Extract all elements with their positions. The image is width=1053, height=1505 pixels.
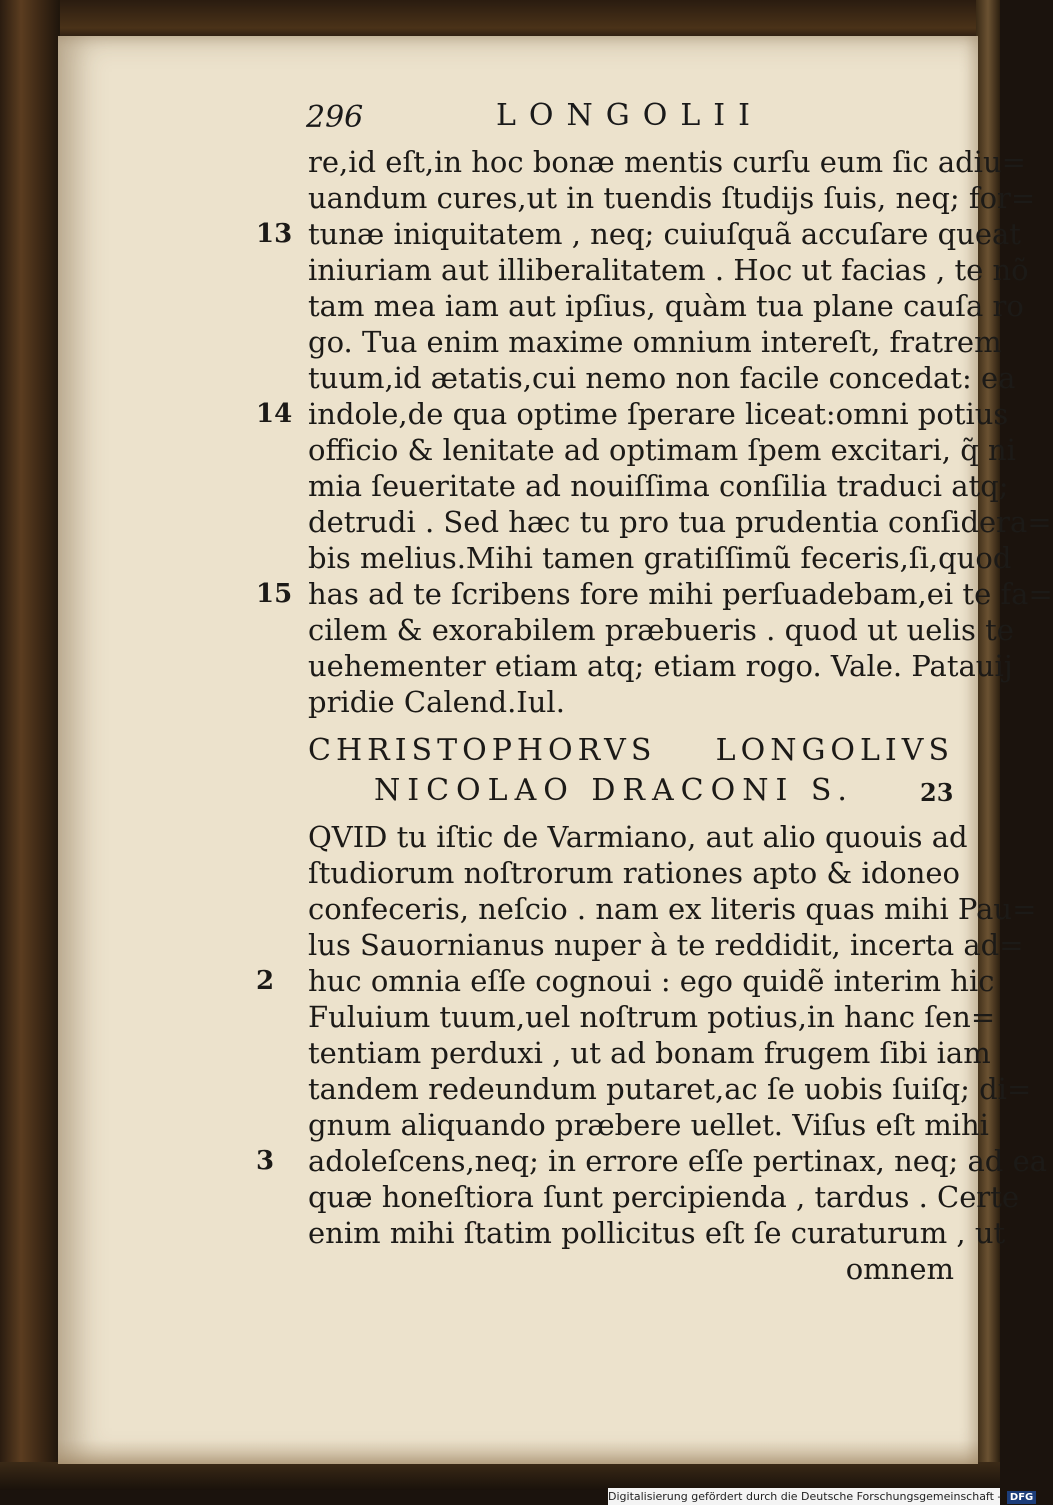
text-line: go. Tua enim maxime omnium intereſt, fratrem bbox=[308, 325, 1002, 359]
text-line: uandum cures,ut in tuendis ſtudijs ſuis, neq; for= bbox=[308, 181, 1036, 215]
text-line: cilem & exorabilem præbueris . quod ut uelis te bbox=[308, 613, 1014, 647]
margin-number: 2 bbox=[256, 966, 275, 996]
digitization-footer bbox=[608, 1488, 1034, 1505]
text-line: iniuriam aut illiberalitatem . Hoc ut facias , te nõ bbox=[308, 253, 1029, 287]
letter-heading-line2: NICOLAO DRACONI S. bbox=[374, 773, 854, 808]
text-line: enim mihi ſtatim pollicitus eſt ſe curaturum , ut bbox=[308, 1216, 1006, 1250]
text-line: re,id eſt,in hoc bonæ mentis curſu eum ſic adiu= bbox=[308, 145, 1026, 179]
text-line: tandem redeundum putaret,ac ſe uobis ſuiſq; di= bbox=[308, 1072, 1032, 1106]
text-line: adoleſcens,neq; in errore eſſe pertinax, neq; ad ea bbox=[308, 1144, 1048, 1178]
margin-number: 14 bbox=[256, 399, 293, 429]
text-line: tunæ iniquitatem , neq; cuiuſquã accuſare queat bbox=[308, 217, 1021, 251]
footer-text: Digitalisierung gefördert durch die Deutsche Forschungsgemeinschaft - bbox=[608, 1490, 1002, 1503]
margin-number: 13 bbox=[256, 219, 293, 249]
margin-number: 3 bbox=[256, 1146, 275, 1176]
text-line: confeceris, neſcio . nam ex literis quas mihi Pau= bbox=[308, 892, 1037, 926]
letter-number: 23 bbox=[920, 778, 954, 807]
text-line: huc omnia eſſe cognoui : ego quidẽ interim hic bbox=[308, 964, 995, 998]
text-line: indole,de qua optime ſperare liceat:omni potius bbox=[308, 397, 1009, 431]
text-line: tam mea iam aut ipſius, quàm tua plane cauſa ro bbox=[308, 289, 1024, 323]
text-line: tuum,id ætatis,cui nemo non facile concedat: ea bbox=[308, 361, 1016, 395]
page-number: 296 bbox=[306, 100, 364, 135]
catchword: omnem bbox=[845, 1252, 954, 1286]
margin-number: 15 bbox=[256, 579, 293, 609]
text-line: gnum aliquando præbere uellet. Viſus eſt mihi bbox=[308, 1108, 989, 1142]
text-line: detrudi . Sed hæc tu pro tua prudentia conſidera= bbox=[308, 505, 1052, 539]
text-line: bis melius.Mihi tamen gratiſſimũ feceris,ſi,quod bbox=[308, 541, 1012, 575]
text-line: mia ſeueritate ad nouiſſima conſilia traduci atq; bbox=[308, 469, 1009, 503]
text-line: has ad te ſcribens fore mihi perſuadebam,ei te fa= bbox=[308, 577, 1053, 611]
text-line: pridie Calend.Iul. bbox=[308, 685, 565, 719]
text-line: officio & lenitate ad optimam ſpem excitari, q̃ ni bbox=[308, 433, 1016, 467]
text-line: QVID tu iſtic de Varmiano, aut alio quouis ad bbox=[308, 820, 968, 854]
letter-heading-line1: CHRISTOPHORVS LONGOLIVS bbox=[308, 733, 954, 768]
text-line: Fuluium tuum,uel noſtrum potius,in hanc ſen= bbox=[308, 1000, 996, 1034]
text-line: lus Sauornianus nuper à te reddidit, incerta ad= bbox=[308, 928, 1024, 962]
running-head: LONGOLII bbox=[496, 98, 763, 133]
text-line: uehementer etiam atq; etiam rogo. Vale. Patauij bbox=[308, 649, 1013, 683]
text-line: ſtudiorum noſtrorum rationes apto & idoneo bbox=[308, 856, 961, 890]
dfg-logo: DFG bbox=[1007, 1491, 1036, 1504]
text-line: quæ honeſtiora ſunt percipienda , tardus . Certe bbox=[308, 1180, 1020, 1214]
text-line: tentiam perduxi , ut ad bonam frugem ſibi iam bbox=[308, 1036, 991, 1070]
